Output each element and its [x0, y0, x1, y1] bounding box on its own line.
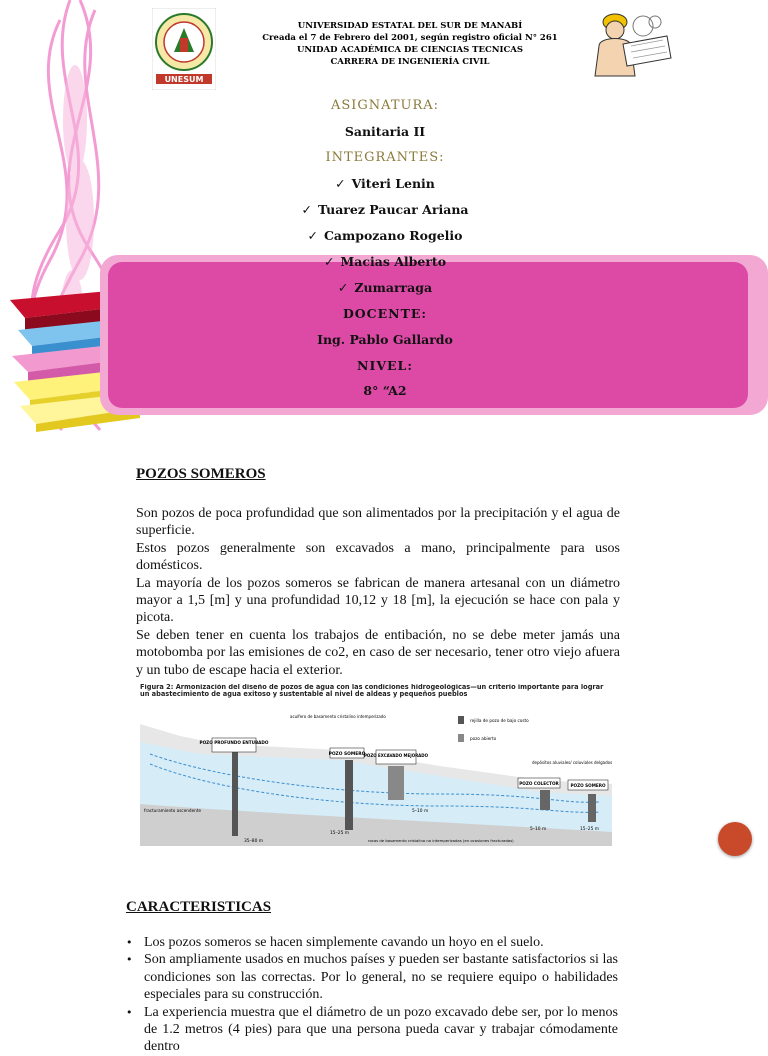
section-title: CARACTERISTICAS — [126, 899, 272, 915]
label-depth-2: 15–25 m — [330, 831, 350, 836]
checkmark-icon: ✓ — [323, 254, 335, 269]
integrante-name: Tuarez Paucar Ariana — [317, 202, 469, 217]
checkmark-icon: ✓ — [337, 280, 349, 295]
list-item-text: Son ampliamente usados en muchos países y pueden ser bastante satisfactorios si las condiciones son las correctas. Por lo general, no se requiere equipo o habilidades especiales para su construcción. — [144, 952, 618, 1003]
header-line: CARRERA DE INGENIERÍA CIVIL — [330, 57, 490, 67]
integrante-item — [230, 280, 540, 295]
label-pozo-profundo: POZO PROFUNDO ENTUBADO — [199, 740, 269, 745]
label-depth-5: 15–25 m — [580, 827, 600, 832]
label-pozo-excavado: POZO EXCAVADO MEJORADO — [364, 753, 428, 758]
label-fracturamiento: fracturamiento ascendente — [144, 808, 202, 813]
integrante-item — [230, 254, 540, 269]
header-line: UNIDAD ACADÉMICA DE CIENCIAS TECNICAS — [296, 45, 523, 55]
paragraph: Se deben tener en cuenta los trabajos de entibación, no se debe meter jamás una motobomba por las emisiones de co2, en caso de ser necesario, tener otro viejo afuera y un tubo de escape hacia el exterior. — [136, 627, 620, 678]
list-item — [126, 934, 618, 951]
paragraph: Estos pozos generalmente son excavados a mano, principalmente para usos domésticos. — [136, 540, 620, 574]
nivel-value: 8° “A2 — [363, 383, 407, 398]
docente-label: DOCENTE: — [342, 306, 428, 321]
integrantes-label — [230, 150, 540, 165]
integrante-name: Viteri Lenin — [351, 176, 435, 191]
engineer-illustration — [585, 6, 675, 86]
label-rejilla: rejilla de pozo de bajo costo — [470, 718, 529, 723]
asignatura-label: ASIGNATURA: — [330, 98, 440, 113]
integrante-item — [230, 202, 540, 217]
label-acuifero: acuífero de basamento cristalino intemperizado — [290, 714, 386, 719]
integrante-name: Campozano Rogelio — [323, 228, 463, 243]
label-pozo-somero-1: POZO SOMERO — [328, 752, 366, 757]
floating-round-button[interactable] — [718, 822, 752, 856]
bullet-icon: • — [126, 936, 133, 949]
list-item-text: La experiencia muestra que el diámetro de un pozo excavado debe ser, por lo menos de 1.2 metros (4 pies) para que una persona pueda cavar y trabajar cómodamente dentro — [144, 1004, 618, 1055]
integrante-name: Macias Alberto — [340, 254, 447, 269]
integrante-name: Zumarraga — [354, 280, 433, 295]
wells-diagram-figure — [140, 684, 612, 846]
institution-header — [230, 20, 590, 68]
asignatura-value: Sanitaria II — [344, 124, 426, 139]
list-item — [126, 1004, 618, 1056]
label-depth-1: 35–80 m — [244, 839, 264, 844]
header-line: Creada el 7 de Febrero del 2001, según registro oficial N° 261 — [262, 33, 558, 43]
university-logo — [152, 8, 216, 90]
bullet-icon: • — [126, 1005, 133, 1019]
characteristics-list — [126, 934, 618, 1056]
label-depth-3: 5–10 m — [412, 809, 429, 814]
figure-caption: Figura 2: Armonización del diseño de pozos de agua con las condiciones hidrogeológicas—un criterio importante para lograr un abastecimiento de agua exitoso y sustentable al nivel de aldeas y pequeños pueblos — [140, 684, 604, 699]
label-depositos: depósitos aluviales/ coluviales delgados — [532, 760, 612, 765]
list-item-text: Los pozos someros se hacen simplemente cavando un hoyo en el suelo. — [144, 935, 544, 950]
integrante-item — [230, 228, 540, 243]
header-line: UNIVERSIDAD ESTATAL DEL SUR DE MANABÍ — [297, 21, 523, 31]
checkmark-icon: ✓ — [335, 176, 346, 191]
nivel-label: NIVEL: — [357, 358, 413, 373]
docente-value: Ing. Pablo Gallardo — [317, 332, 453, 347]
paragraph: La mayoría de los pozos someros se fabrican de manera artesanal con un diámetro mayor a 1,5 [m] y una profundidad 10,12 y 18 [m], la ejecución se hace con pala y picota. — [136, 575, 620, 626]
label-pozo-abierto: pozo abierto — [470, 736, 497, 741]
paragraph: Son pozos de poca profundidad que son alimentados por la precipitación y el agua de superficie. — [136, 506, 620, 539]
checkmark-icon: ✓ — [301, 202, 312, 217]
label-pozo-colector: POZO COLECTOR — [519, 781, 559, 786]
label-rocas: rocas de basamento cristalino no intemperizadas (en ocasiones fracturadas) — [368, 838, 514, 843]
label-depth-4: 5–10 m — [530, 827, 547, 832]
integrantes-title: INTEGRANTES — [325, 150, 440, 165]
section-body — [136, 505, 620, 679]
integrantes-colon: : — [439, 150, 445, 165]
list-item — [126, 951, 618, 1003]
label-pozo-somero-2: POZO SOMERO — [570, 783, 606, 788]
checkmark-icon: ✓ — [307, 228, 318, 243]
bullet-icon: • — [126, 953, 133, 967]
section-title: POZOS SOMEROS — [136, 466, 266, 482]
integrante-item — [230, 176, 540, 191]
logo-text: UNESUM — [164, 75, 204, 84]
